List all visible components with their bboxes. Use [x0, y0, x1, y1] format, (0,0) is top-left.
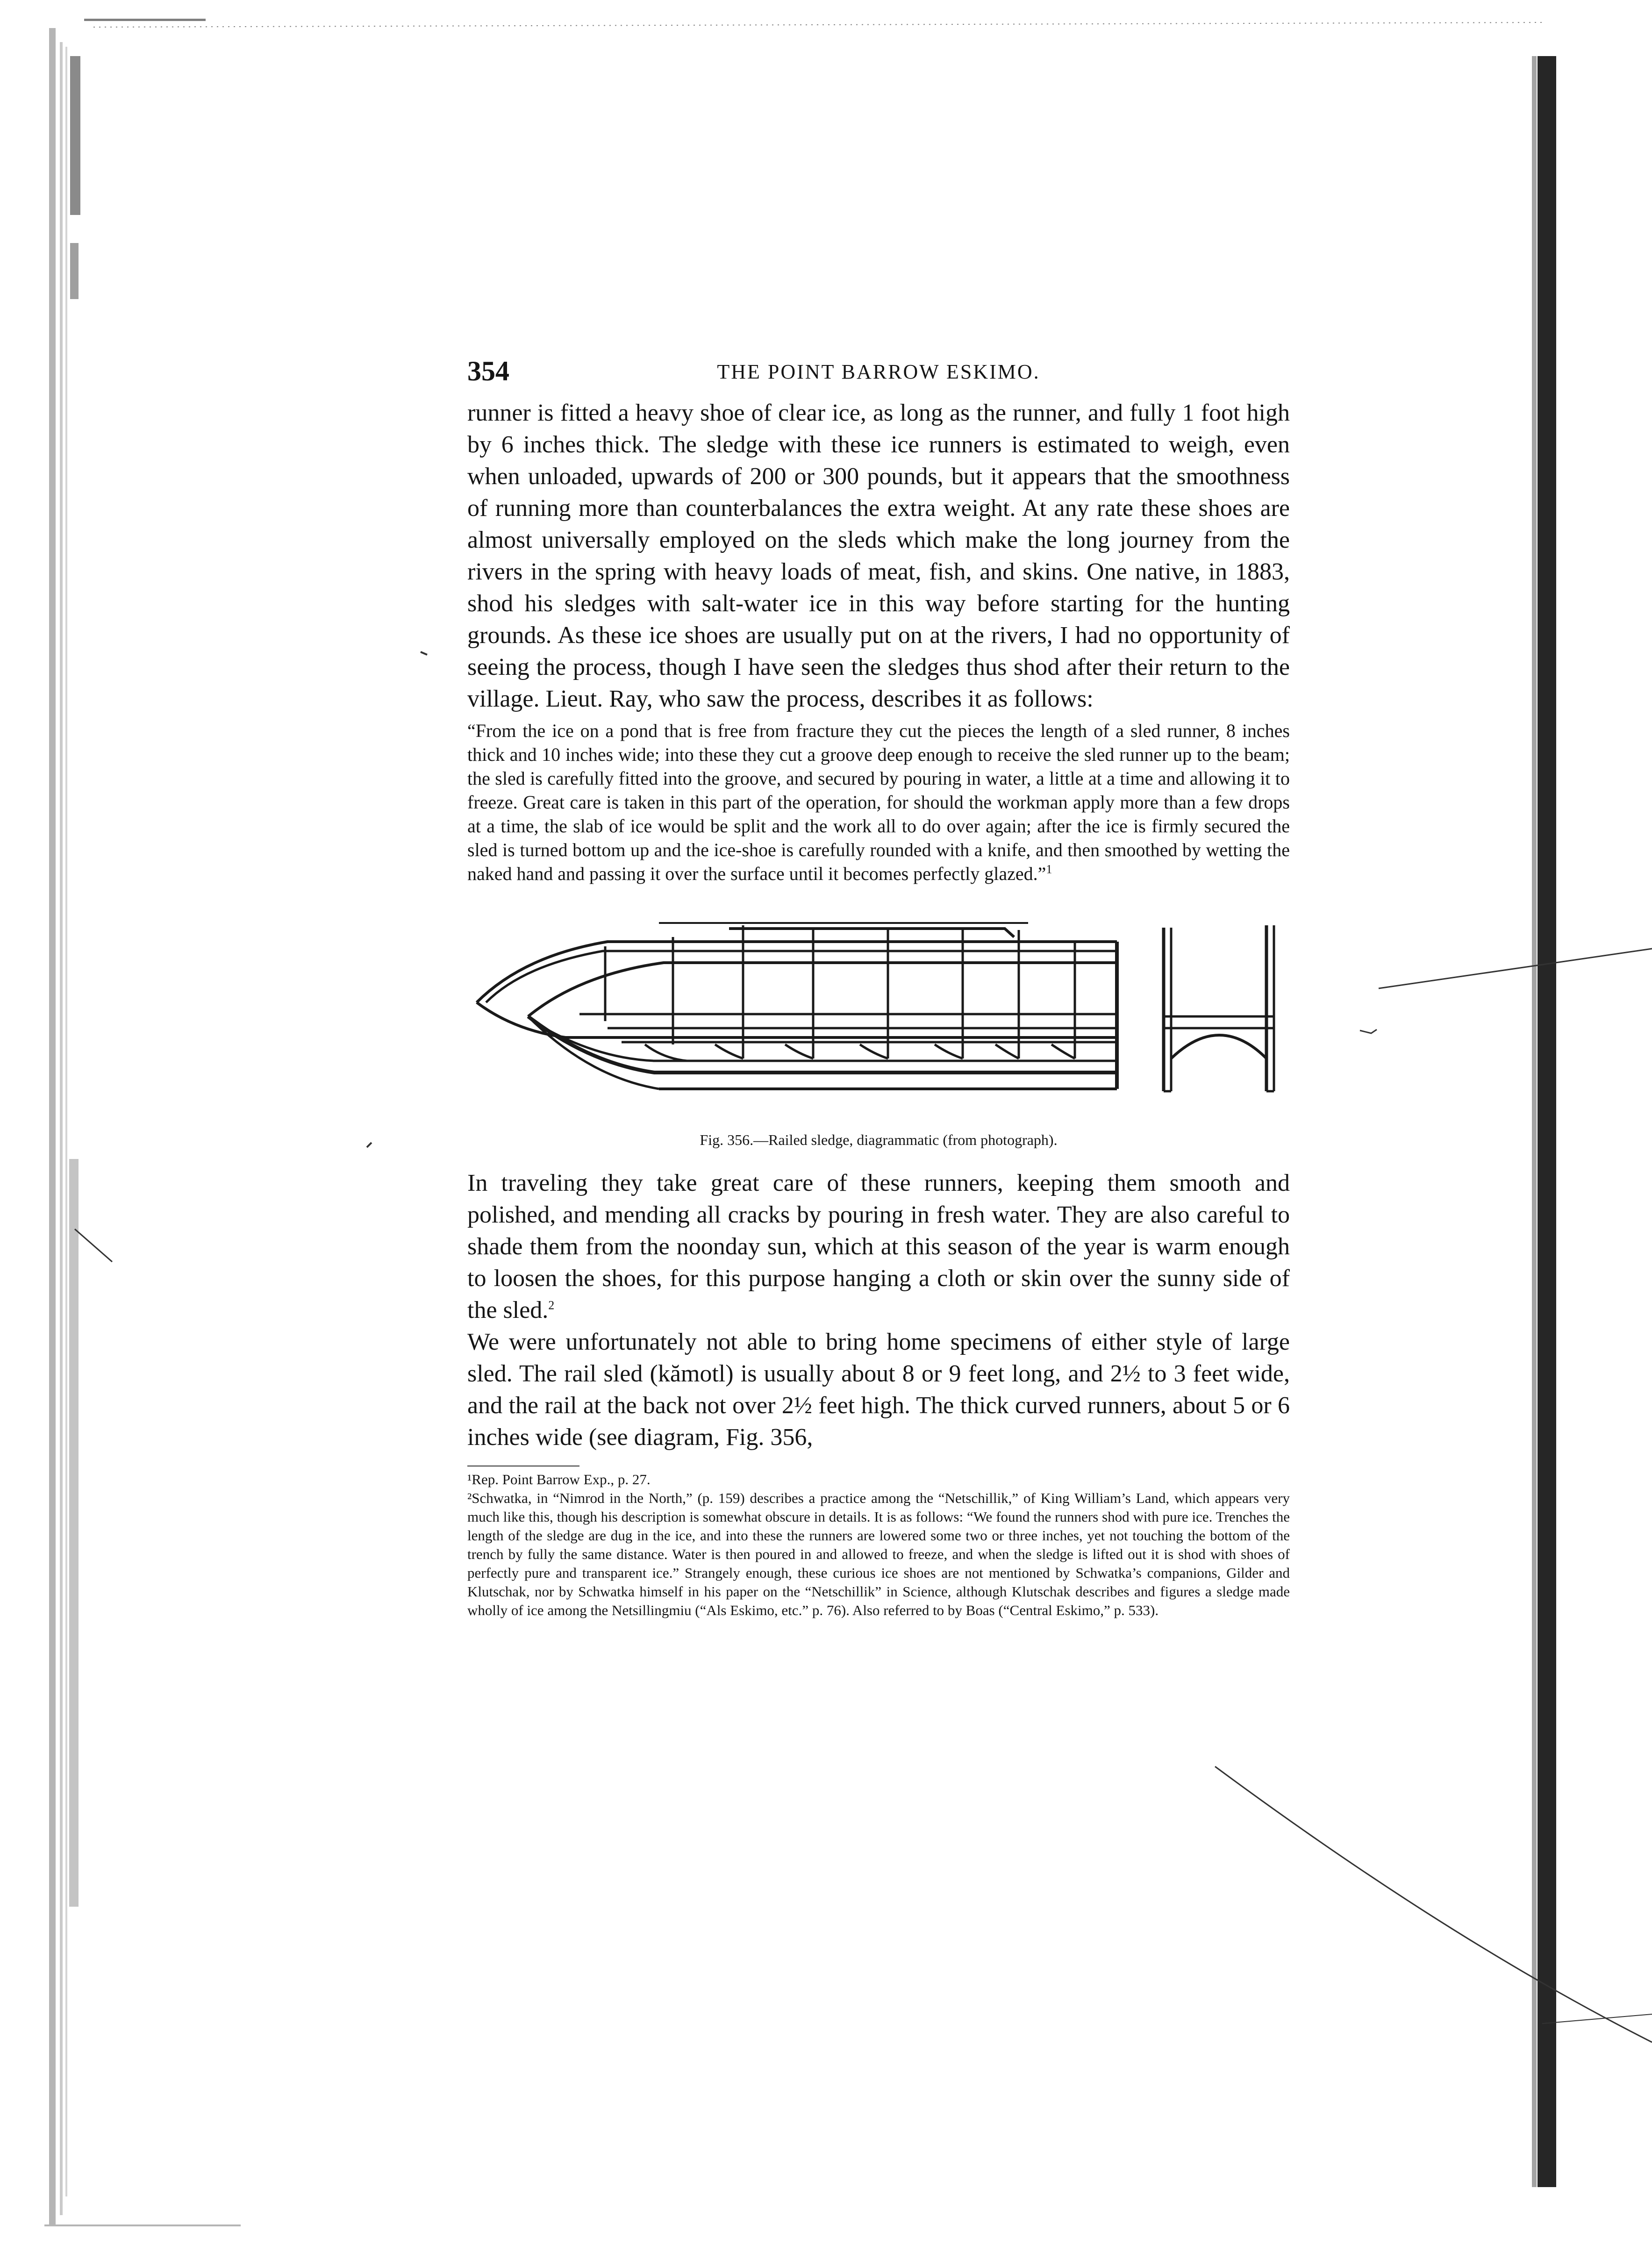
right-binding-edge	[1532, 56, 1556, 2187]
running-title: THE POINT BARROW ESKIMO.	[717, 360, 1040, 383]
footnote-1: ¹Rep. Point Barrow Exp., p. 27.	[467, 1471, 651, 1488]
outer-runner-bottom	[477, 1002, 1117, 1037]
top-rail	[729, 929, 1014, 937]
block-quote	[467, 719, 1290, 886]
footnote-ref-2: 2	[548, 1298, 555, 1312]
footnote-ref-1: 1	[1046, 862, 1052, 876]
body-paragraph-2	[467, 1167, 1290, 1326]
footnote-2: ²Schwatka, in “Nimrod in the North,” (p. 159) describes a practice among the “Netschillik,” of King William’s Land, which appears very much like this, though his description is somewhat obscure in details. It is as follows: “We found the runners shod with pure ice. Trenches the length of the sledge are dug in the ice, and into these the runners are lowered some two or three inches, yet not touching the bottom of the trench by fully the same distance. Water is then poured in and allowed to freeze, and when the sledge is lifted out it is shod with shoes of perfectly pure and transparent ice.” Strangely enough, these curious ice shoes are not mentioned by Schwatka’s companions, Gilder and Klutschak, nor by Schwatka himself in his paper on the “Netschillik” in Science, although Klutschak describes and figures a sledge made wholly of ice among the Netsillingmiu (“Als Eskimo, etc.” p. 76). Also referred to by Boas (“Central Eskimo,” p. 533).	[467, 1490, 1290, 1618]
body-paragraph-2-text: In traveling they take great care of these runners, keeping them smooth and polished, and mending all cracks by pouring in fresh water. They are also careful to shade them from the noonday sun, which at this season of the year is warm enough to loosen the shoes, for this purpose hanging a cloth or skin over the sunny side of the sled.	[467, 1170, 1290, 1323]
railed-sledge-drawing	[467, 904, 1290, 1129]
page-number: 354	[467, 356, 509, 386]
running-head	[467, 355, 1290, 397]
page-column	[467, 355, 1290, 1620]
left-edge-speckle	[44, 19, 241, 2226]
body-paragraph-1-text: runner is fitted a heavy shoe of clear ice, as long as the runner, and fully 1 foot high by 6 inches thick. The sledge with these ice runners is estimated to weigh, even when unloaded, upwards of 200 or 300 pounds, but it appears that the smoothness of running more than counterbalances the extra weight. At any rate these shoes are almost universally employed on the sleds which make the long journey from the rivers in the spring with heavy loads of meat, fish, and skins. One native, in 1883, shod his sledges with salt-water ice in this way before starting for the hunting grounds. As these ice shoes are usually put on at the rivers, I had no opportunity of seeing the process, though I have seen the sledges thus shod after their return to the village. Lieut. Ray, who saw the process, describes it as follows:	[467, 400, 1290, 712]
end-view	[1164, 925, 1274, 1091]
body-paragraph-3-text: We were unfortunately not able to bring home specimens of either style of large sled. The rail sled (kămotl) is usually about 8 or 9 feet long, and 2½ to 3 feet wide, and the rail at the back not over 2½ feet high. The thick curved runners, about 5 or 6 inches wide (see diagram, Fig. 356,	[467, 1329, 1290, 1451]
figure-railed-sledge	[467, 904, 1290, 1129]
block-quote-text: “From the ice on a pond that is free from fracture they cut the pieces the length of a sled runner, 8 inches thick and 10 inches wide; into these they cut a groove deep enough to receive the sled runner up to the beam; the sled is carefully fitted into the groove, and secured by pouring in water, a little at a time and allowing it to freeze. Great care is taken in this part of the operation, for should the workman apply more than a few drops at a time, the slab of ice would be split and the work all to do over again; after the ice is firmly secured the sled is turned bottom up and the ice-shoe is carefully rounded with a knife, and then smoothed by wetting the naked hand and passing it over the surface until it becomes perfectly glazed.”	[467, 720, 1290, 884]
figure-caption: Fig. 356.—Railed sledge, diagrammatic (from photograph).	[700, 1131, 1058, 1148]
top-scan-line	[93, 22, 1542, 27]
inner-runner	[528, 963, 1117, 1016]
body-paragraph-3	[467, 1326, 1290, 1453]
body-paragraph-1	[467, 397, 1290, 715]
